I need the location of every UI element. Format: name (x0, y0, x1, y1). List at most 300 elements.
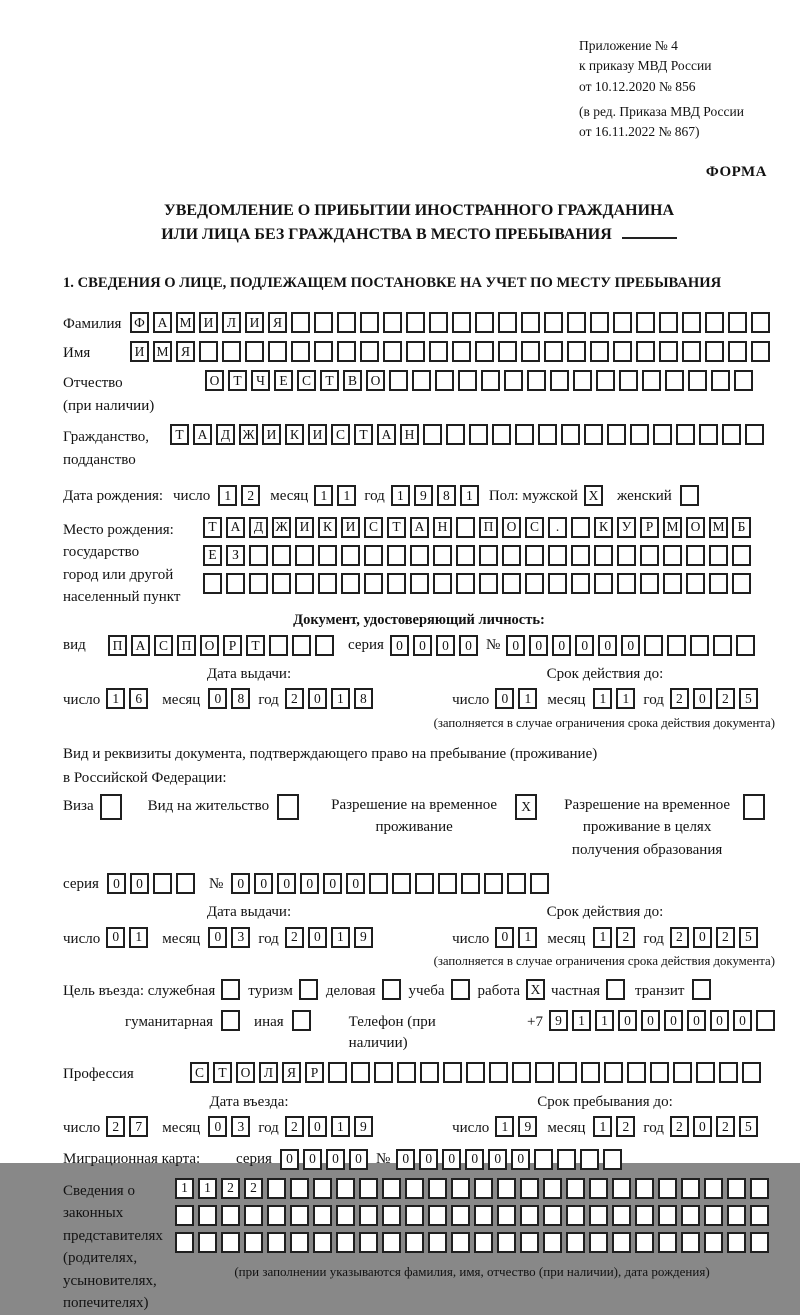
form-cell[interactable] (571, 517, 590, 538)
form-cell[interactable] (699, 424, 718, 445)
form-cell[interactable]: 2 (670, 927, 689, 948)
form-cell[interactable]: С (297, 370, 316, 391)
form-cell[interactable] (681, 1232, 700, 1253)
form-cell[interactable]: 1 (495, 1116, 514, 1137)
form-cell[interactable] (543, 1178, 562, 1199)
form-cell[interactable] (382, 1178, 401, 1199)
form-cell[interactable]: 0 (529, 635, 548, 656)
form-cell[interactable]: 0 (280, 1149, 299, 1170)
form-cell[interactable]: X (584, 485, 603, 506)
form-cell[interactable] (543, 1232, 562, 1253)
form-cell[interactable] (153, 873, 172, 894)
form-cell[interactable]: 0 (208, 927, 227, 948)
form-cell[interactable]: 0 (664, 1010, 683, 1031)
form-cell[interactable] (636, 312, 655, 333)
form-cell[interactable] (364, 545, 383, 566)
form-cell[interactable] (548, 545, 567, 566)
form-cell[interactable]: 0 (419, 1149, 438, 1170)
form-cell[interactable]: 0 (277, 873, 296, 894)
form-cell[interactable] (474, 1232, 493, 1253)
form-cell[interactable] (222, 341, 241, 362)
form-cell[interactable]: 0 (326, 1149, 345, 1170)
form-cell[interactable] (636, 341, 655, 362)
form-cell[interactable]: 0 (693, 927, 712, 948)
form-cell[interactable] (663, 573, 682, 594)
form-cell[interactable] (686, 573, 705, 594)
form-cell[interactable]: Л (222, 312, 241, 333)
form-cell[interactable] (590, 312, 609, 333)
form-cell[interactable]: И (199, 312, 218, 333)
form-cell[interactable]: 0 (107, 873, 126, 894)
form-cell[interactable]: А (131, 635, 150, 656)
form-cell[interactable] (527, 370, 546, 391)
form-cell[interactable]: 0 (693, 1116, 712, 1137)
form-cell[interactable] (727, 1178, 746, 1199)
form-cell[interactable] (175, 1232, 194, 1253)
form-cell[interactable] (489, 1062, 508, 1083)
form-cell[interactable] (389, 370, 408, 391)
form-cell[interactable]: 0 (390, 635, 409, 656)
form-cell[interactable] (458, 370, 477, 391)
form-cell[interactable] (336, 1205, 355, 1226)
form-cell[interactable]: 1 (593, 1116, 612, 1137)
form-cell[interactable]: И (245, 312, 264, 333)
form-cell[interactable] (606, 979, 625, 1000)
form-cell[interactable] (525, 545, 544, 566)
form-cell[interactable] (481, 370, 500, 391)
form-cell[interactable] (461, 873, 480, 894)
form-cell[interactable] (479, 545, 498, 566)
form-cell[interactable] (543, 1205, 562, 1226)
form-cell[interactable] (475, 341, 494, 362)
form-cell[interactable] (268, 341, 287, 362)
form-cell[interactable] (590, 341, 609, 362)
form-cell[interactable]: Б (732, 517, 751, 538)
form-cell[interactable]: 0 (506, 635, 525, 656)
form-cell[interactable] (548, 573, 567, 594)
form-cell[interactable] (581, 1062, 600, 1083)
form-cell[interactable] (100, 794, 122, 820)
form-cell[interactable] (612, 1178, 631, 1199)
form-cell[interactable]: 0 (413, 635, 432, 656)
form-cell[interactable]: 0 (575, 635, 594, 656)
form-cell[interactable]: И (295, 517, 314, 538)
form-cell[interactable]: 0 (254, 873, 273, 894)
form-cell[interactable]: 5 (739, 688, 758, 709)
form-cell[interactable] (360, 341, 379, 362)
form-cell[interactable] (226, 573, 245, 594)
form-cell[interactable] (571, 573, 590, 594)
form-cell[interactable]: Ж (272, 517, 291, 538)
form-cell[interactable] (658, 1232, 677, 1253)
form-cell[interactable] (613, 312, 632, 333)
form-cell[interactable]: 2 (670, 1116, 689, 1137)
form-cell[interactable]: О (502, 517, 521, 538)
form-cell[interactable] (446, 424, 465, 445)
form-cell[interactable]: О (686, 517, 705, 538)
form-cell[interactable] (313, 1178, 332, 1199)
form-cell[interactable]: Т (387, 517, 406, 538)
form-cell[interactable]: 2 (716, 688, 735, 709)
form-cell[interactable] (751, 341, 770, 362)
form-cell[interactable]: И (130, 341, 149, 362)
form-cell[interactable] (619, 370, 638, 391)
form-cell[interactable] (627, 1062, 646, 1083)
form-cell[interactable]: 0 (495, 688, 514, 709)
form-cell[interactable]: 1 (129, 927, 148, 948)
form-cell[interactable] (475, 312, 494, 333)
form-cell[interactable] (550, 370, 569, 391)
form-cell[interactable] (692, 979, 711, 1000)
form-cell[interactable]: X (526, 979, 545, 1000)
form-cell[interactable]: Р (640, 517, 659, 538)
form-cell[interactable] (456, 573, 475, 594)
form-cell[interactable] (709, 545, 728, 566)
form-cell[interactable] (428, 1205, 447, 1226)
form-cell[interactable] (291, 312, 310, 333)
form-cell[interactable]: 0 (687, 1010, 706, 1031)
form-cell[interactable] (681, 1178, 700, 1199)
form-cell[interactable]: 6 (129, 688, 148, 709)
form-cell[interactable] (198, 1232, 217, 1253)
form-cell[interactable]: 0 (598, 635, 617, 656)
form-cell[interactable] (456, 517, 475, 538)
form-cell[interactable] (405, 1232, 424, 1253)
form-cell[interactable] (644, 635, 663, 656)
form-cell[interactable]: 2 (285, 688, 304, 709)
form-cell[interactable] (433, 573, 452, 594)
form-cell[interactable]: 1 (518, 688, 537, 709)
form-cell[interactable]: 0 (442, 1149, 461, 1170)
form-cell[interactable] (244, 1232, 263, 1253)
form-cell[interactable]: X (515, 794, 537, 820)
form-cell[interactable] (567, 341, 586, 362)
form-cell[interactable]: 0 (396, 1149, 415, 1170)
form-cell[interactable] (484, 873, 503, 894)
form-cell[interactable] (290, 1232, 309, 1253)
form-cell[interactable] (750, 1232, 769, 1253)
form-cell[interactable] (415, 873, 434, 894)
form-cell[interactable] (438, 873, 457, 894)
form-cell[interactable]: 1 (337, 485, 356, 506)
form-cell[interactable]: Ж (239, 424, 258, 445)
form-cell[interactable] (635, 1178, 654, 1199)
form-cell[interactable]: 9 (354, 1116, 373, 1137)
form-cell[interactable] (594, 573, 613, 594)
form-cell[interactable] (709, 573, 728, 594)
form-cell[interactable]: 2 (221, 1178, 240, 1199)
form-cell[interactable] (423, 424, 442, 445)
form-cell[interactable] (642, 370, 661, 391)
form-cell[interactable] (313, 1205, 332, 1226)
form-cell[interactable] (512, 1062, 531, 1083)
form-cell[interactable] (221, 979, 240, 1000)
form-cell[interactable] (584, 424, 603, 445)
form-cell[interactable] (269, 635, 288, 656)
form-cell[interactable] (640, 545, 659, 566)
form-cell[interactable]: О (236, 1062, 255, 1083)
form-cell[interactable] (292, 635, 311, 656)
form-cell[interactable]: 1 (460, 485, 479, 506)
form-cell[interactable] (665, 370, 684, 391)
form-cell[interactable]: 3 (231, 927, 250, 948)
form-cell[interactable] (589, 1205, 608, 1226)
form-cell[interactable] (607, 424, 626, 445)
form-cell[interactable] (314, 312, 333, 333)
form-cell[interactable] (336, 1232, 355, 1253)
form-cell[interactable] (580, 1149, 599, 1170)
form-cell[interactable] (566, 1232, 585, 1253)
form-cell[interactable] (751, 312, 770, 333)
form-cell[interactable] (428, 1178, 447, 1199)
form-cell[interactable]: М (709, 517, 728, 538)
form-cell[interactable]: 2 (670, 688, 689, 709)
form-cell[interactable] (290, 1178, 309, 1199)
form-cell[interactable]: П (108, 635, 127, 656)
form-cell[interactable] (538, 424, 557, 445)
form-cell[interactable] (713, 635, 732, 656)
form-cell[interactable] (410, 573, 429, 594)
form-cell[interactable] (704, 1205, 723, 1226)
form-cell[interactable] (318, 573, 337, 594)
form-cell[interactable]: Т (170, 424, 189, 445)
form-cell[interactable]: К (285, 424, 304, 445)
form-cell[interactable] (667, 635, 686, 656)
form-cell[interactable]: 0 (300, 873, 319, 894)
form-cell[interactable] (198, 1205, 217, 1226)
form-cell[interactable] (387, 545, 406, 566)
form-cell[interactable] (291, 341, 310, 362)
form-cell[interactable] (732, 545, 751, 566)
form-cell[interactable] (686, 545, 705, 566)
form-cell[interactable]: 0 (641, 1010, 660, 1031)
form-cell[interactable]: . (548, 517, 567, 538)
form-cell[interactable]: С (190, 1062, 209, 1083)
form-cell[interactable] (497, 1178, 516, 1199)
form-cell[interactable] (456, 545, 475, 566)
form-cell[interactable] (732, 573, 751, 594)
form-cell[interactable] (249, 573, 268, 594)
form-cell[interactable]: Т (203, 517, 222, 538)
form-cell[interactable] (498, 341, 517, 362)
form-cell[interactable] (451, 1178, 470, 1199)
form-cell[interactable] (405, 1205, 424, 1226)
form-cell[interactable]: 5 (739, 927, 758, 948)
form-cell[interactable]: 1 (593, 688, 612, 709)
form-cell[interactable]: Я (282, 1062, 301, 1083)
form-cell[interactable]: З (226, 545, 245, 566)
form-cell[interactable]: Я (268, 312, 287, 333)
form-cell[interactable] (221, 1010, 240, 1031)
form-cell[interactable]: 2 (244, 1178, 263, 1199)
form-cell[interactable] (382, 979, 401, 1000)
form-cell[interactable] (374, 1062, 393, 1083)
form-cell[interactable] (392, 873, 411, 894)
form-cell[interactable]: А (377, 424, 396, 445)
form-cell[interactable] (435, 370, 454, 391)
form-cell[interactable] (617, 573, 636, 594)
form-cell[interactable]: О (205, 370, 224, 391)
form-cell[interactable] (412, 370, 431, 391)
form-cell[interactable] (428, 1232, 447, 1253)
form-cell[interactable] (451, 979, 470, 1000)
form-cell[interactable] (267, 1178, 286, 1199)
form-cell[interactable] (604, 1062, 623, 1083)
form-cell[interactable]: 0 (308, 688, 327, 709)
form-cell[interactable] (727, 1232, 746, 1253)
form-cell[interactable] (507, 873, 526, 894)
form-cell[interactable] (705, 341, 724, 362)
form-cell[interactable] (221, 1232, 240, 1253)
form-cell[interactable]: 2 (716, 1116, 735, 1137)
form-cell[interactable]: 0 (465, 1149, 484, 1170)
form-cell[interactable] (617, 545, 636, 566)
form-cell[interactable]: 1 (572, 1010, 591, 1031)
form-cell[interactable] (573, 370, 592, 391)
form-cell[interactable]: Я (176, 341, 195, 362)
form-cell[interactable] (406, 312, 425, 333)
form-cell[interactable] (650, 1062, 669, 1083)
form-cell[interactable]: 1 (106, 688, 125, 709)
form-cell[interactable] (502, 573, 521, 594)
form-cell[interactable] (520, 1205, 539, 1226)
form-cell[interactable]: Н (433, 517, 452, 538)
form-cell[interactable]: 8 (437, 485, 456, 506)
form-cell[interactable]: 0 (693, 688, 712, 709)
form-cell[interactable]: 1 (518, 927, 537, 948)
form-cell[interactable] (313, 1232, 332, 1253)
form-cell[interactable] (520, 1232, 539, 1253)
form-cell[interactable] (267, 1205, 286, 1226)
form-cell[interactable] (682, 341, 701, 362)
form-cell[interactable]: Ф (130, 312, 149, 333)
form-cell[interactable] (658, 1205, 677, 1226)
form-cell[interactable] (613, 341, 632, 362)
form-cell[interactable]: Т (213, 1062, 232, 1083)
form-cell[interactable]: Р (305, 1062, 324, 1083)
form-cell[interactable]: 0 (231, 873, 250, 894)
form-cell[interactable] (515, 424, 534, 445)
form-cell[interactable] (596, 370, 615, 391)
form-cell[interactable] (474, 1205, 493, 1226)
form-cell[interactable] (676, 424, 695, 445)
form-cell[interactable] (359, 1178, 378, 1199)
form-cell[interactable]: Р (223, 635, 242, 656)
form-cell[interactable]: С (364, 517, 383, 538)
form-cell[interactable] (658, 1178, 677, 1199)
form-cell[interactable]: Д (249, 517, 268, 538)
form-cell[interactable] (704, 1232, 723, 1253)
form-cell[interactable] (504, 370, 523, 391)
form-cell[interactable] (688, 370, 707, 391)
form-cell[interactable]: А (226, 517, 245, 538)
form-cell[interactable] (558, 1062, 577, 1083)
form-cell[interactable] (571, 545, 590, 566)
form-cell[interactable] (383, 312, 402, 333)
form-cell[interactable] (635, 1205, 654, 1226)
form-cell[interactable]: 1 (314, 485, 333, 506)
form-cell[interactable]: 2 (241, 485, 260, 506)
form-cell[interactable]: 1 (331, 688, 350, 709)
form-cell[interactable]: 1 (175, 1178, 194, 1199)
form-cell[interactable]: 0 (488, 1149, 507, 1170)
form-cell[interactable]: 0 (106, 927, 125, 948)
form-cell[interactable]: Ч (251, 370, 270, 391)
form-cell[interactable] (659, 341, 678, 362)
form-cell[interactable]: А (410, 517, 429, 538)
form-cell[interactable]: 3 (231, 1116, 250, 1137)
form-cell[interactable] (382, 1205, 401, 1226)
form-cell[interactable] (589, 1178, 608, 1199)
form-cell[interactable] (295, 573, 314, 594)
form-cell[interactable]: 0 (436, 635, 455, 656)
form-cell[interactable]: 0 (459, 635, 478, 656)
form-cell[interactable] (750, 1178, 769, 1199)
form-cell[interactable] (492, 424, 511, 445)
form-cell[interactable]: 0 (130, 873, 149, 894)
form-cell[interactable] (497, 1232, 516, 1253)
form-cell[interactable]: П (177, 635, 196, 656)
form-cell[interactable] (711, 370, 730, 391)
form-cell[interactable] (681, 1205, 700, 1226)
form-cell[interactable] (734, 370, 753, 391)
form-cell[interactable]: У (617, 517, 636, 538)
form-cell[interactable]: И (341, 517, 360, 538)
form-cell[interactable]: 0 (618, 1010, 637, 1031)
form-cell[interactable] (603, 1149, 622, 1170)
form-cell[interactable] (290, 1205, 309, 1226)
form-cell[interactable]: М (176, 312, 195, 333)
form-cell[interactable] (410, 545, 429, 566)
form-cell[interactable] (745, 424, 764, 445)
form-cell[interactable] (175, 1205, 194, 1226)
form-cell[interactable] (743, 794, 765, 820)
form-cell[interactable] (682, 312, 701, 333)
form-cell[interactable] (521, 341, 540, 362)
form-cell[interactable]: М (153, 341, 172, 362)
form-cell[interactable]: 1 (331, 1116, 350, 1137)
form-cell[interactable]: 9 (414, 485, 433, 506)
form-cell[interactable]: 2 (616, 927, 635, 948)
form-cell[interactable]: 8 (354, 688, 373, 709)
form-cell[interactable] (566, 1178, 585, 1199)
form-cell[interactable]: Е (203, 545, 222, 566)
form-cell[interactable] (387, 573, 406, 594)
form-cell[interactable] (722, 424, 741, 445)
form-cell[interactable]: 9 (549, 1010, 568, 1031)
form-cell[interactable] (272, 573, 291, 594)
form-cell[interactable] (433, 545, 452, 566)
form-cell[interactable] (360, 312, 379, 333)
form-cell[interactable]: О (366, 370, 385, 391)
form-cell[interactable] (530, 873, 549, 894)
form-cell[interactable] (727, 1205, 746, 1226)
form-cell[interactable]: 0 (710, 1010, 729, 1031)
form-cell[interactable] (561, 424, 580, 445)
form-cell[interactable] (474, 1178, 493, 1199)
form-cell[interactable] (245, 341, 264, 362)
form-cell[interactable]: 0 (208, 1116, 227, 1137)
form-cell[interactable]: Д (216, 424, 235, 445)
form-cell[interactable] (267, 1232, 286, 1253)
form-cell[interactable] (451, 1232, 470, 1253)
form-cell[interactable]: 1 (595, 1010, 614, 1031)
form-cell[interactable]: 0 (349, 1149, 368, 1170)
form-cell[interactable]: 5 (739, 1116, 758, 1137)
form-cell[interactable] (534, 1149, 553, 1170)
form-cell[interactable] (443, 1062, 462, 1083)
form-cell[interactable]: И (308, 424, 327, 445)
